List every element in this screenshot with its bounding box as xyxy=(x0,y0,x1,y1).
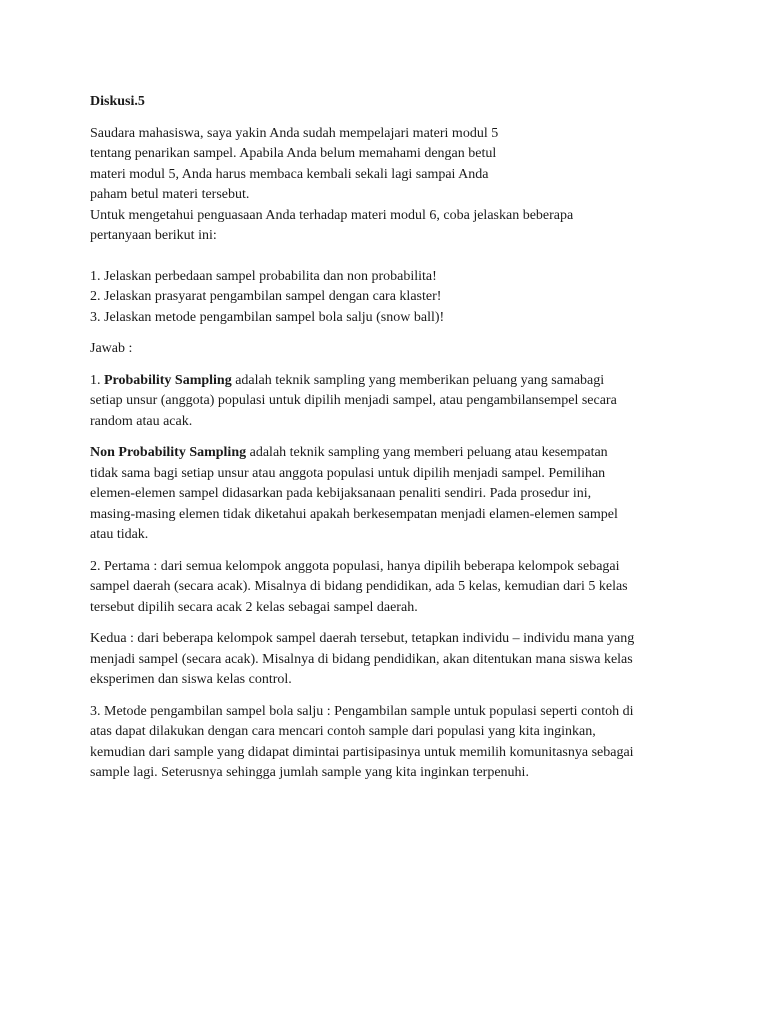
answer-1b-first-line xyxy=(90,443,690,464)
question-item: 3. Jelaskan metode pengambilan sampel bola salju (snow ball)! xyxy=(90,309,445,325)
answer-1b-line: masing-masing elemen tidak diketahui apakah berkesempatan menjadi elamen-elemen sampel xyxy=(90,506,618,522)
answer-2-line: sampel daerah (secara acak). Misalnya di bidang pendidikan, ada 5 kelas, kemudian dari 5 kelas xyxy=(90,579,628,594)
answer-1b-line: atau tidak. xyxy=(90,527,149,542)
question-item: 2. Jelaskan prasyarat pengambilan sampel dengan cara klaster! xyxy=(90,289,442,304)
document-title: Diskusi.5 xyxy=(90,94,145,109)
answer-1-text: adalah teknik sampling yang memberikan peluang yang samabagi xyxy=(231,372,605,388)
answer-3-line: 3. Metode pengambilan sampel bola salju : Pengambilan sample untuk populasi seperti contoh di xyxy=(90,703,634,719)
answer-label: Jawab : xyxy=(90,341,133,356)
intro-line: Untuk mengetahui penguasaan Anda terhadap materi modul 6, coba jelaskan beberapa xyxy=(90,207,574,223)
answer-2b-line: Kedua : dari beberapa kelompok sampel daerah tersebut, tetapkan individu – individu mana yang xyxy=(90,631,635,646)
intro-line: paham betul materi tersebut. xyxy=(90,187,250,202)
question-list xyxy=(90,267,690,329)
answer-1-paragraph xyxy=(90,371,690,433)
answer-1-line: random atau acak. xyxy=(90,413,193,429)
answer-1b-text: adalah teknik sampling yang memberi peluang atau kesempatan xyxy=(246,445,608,460)
intro-paragraph xyxy=(90,124,690,247)
answer-2b-line: eksperimen dan siswa kelas control. xyxy=(90,672,292,687)
answer-2b-paragraph xyxy=(90,629,690,691)
answer-3-paragraph xyxy=(90,702,690,784)
answer-1b-term: Non Probability Sampling xyxy=(90,445,247,460)
answer-1-term: Probability Sampling xyxy=(104,372,232,388)
answer-2b-line: menjadi sampel (secara acak). Misalnya di bidang pendidikan, akan ditentukan mana siswa kelas xyxy=(90,651,633,667)
answer-1-first-line xyxy=(90,371,690,392)
question-item: 1. Jelaskan perbedaan sampel probabilita dan non probabilita! xyxy=(90,268,437,284)
intro-line: Saudara mahasiswa, saya yakin Anda sudah mempelajari materi modul 5 xyxy=(90,125,499,141)
answer-3-line: kemudian dari sample yang didapat dimintai partisipasinya untuk memilih komunitasnya sebagai xyxy=(90,744,634,760)
intro-line: tentang penarikan sampel. Apabila Anda belum memahami dengan betul xyxy=(90,146,497,161)
answer-2-paragraph xyxy=(90,557,690,619)
answer-1-line: setiap unsur (anggota) populasi untuk dipilih menjadi sampel, atau pengambilansempel secara xyxy=(90,393,617,408)
answer-3-line: atas dapat dilakukan dengan cara mencari contoh sample dari populasi yang kita inginkan, xyxy=(90,724,596,739)
answer-1-number: 1. xyxy=(90,372,104,388)
answer-1b-line: tidak sama bagi setiap unsur atau anggota populasi untuk dipilih menjadi sampel. Pemilihan xyxy=(90,465,606,481)
intro-line: materi modul 5, Anda harus membaca kembali sekali lagi sampai Anda xyxy=(90,166,489,182)
intro-line: pertanyaan berikut ini: xyxy=(90,228,217,243)
answer-1b-line: elemen-elemen sampel didasarkan pada kebijaksanaan penaliti sendiri. Pada prosedur ini, xyxy=(90,486,592,501)
document-body xyxy=(90,92,690,784)
answer-1b-paragraph xyxy=(90,443,690,546)
answer-2-line: tersebut dipilih secara acak 2 kelas sebagai sampel daerah. xyxy=(90,599,418,615)
answer-3-line: sample lagi. Seterusnya sehingga jumlah sample yang kita inginkan terpenuhi. xyxy=(90,765,529,780)
answer-2-line: 2. Pertama : dari semua kelompok anggota populasi, hanya dipilih beberapa kelompok sebagai xyxy=(90,558,620,574)
